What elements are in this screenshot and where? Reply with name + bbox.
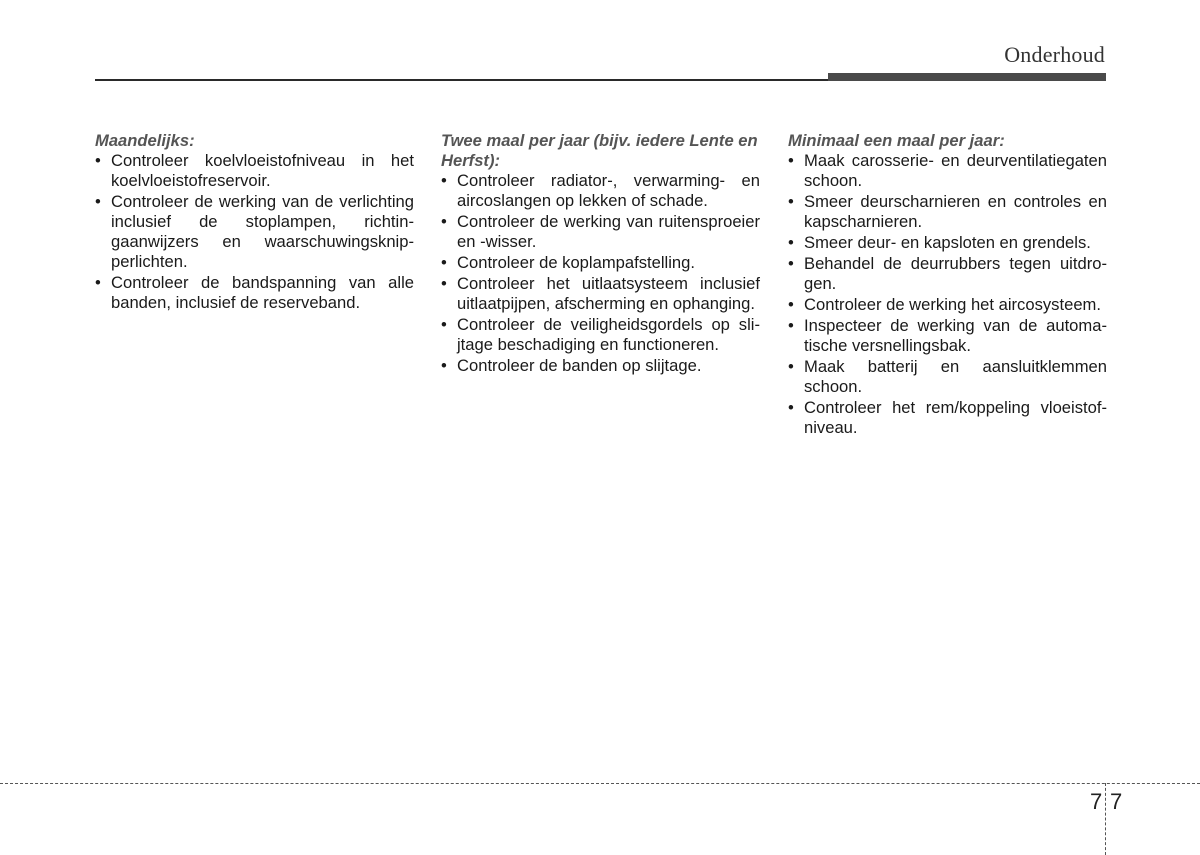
checklist: [441, 171, 760, 376]
checklist-item: • Smeer deurscharnieren en controles en kapscharnieren.: [788, 192, 1107, 232]
column-heading: Maandelijks:: [95, 131, 195, 150]
column-twice-yearly: [441, 131, 760, 377]
checklist-item: • Controleer koelvloeistofniveau in het koelvloeistofreservoir.: [95, 151, 414, 191]
checklist-item: • Controleer het rem/koppeling vloeistofniveau.: [788, 398, 1107, 438]
section-title: Onderhoud: [1004, 42, 1105, 67]
footer-page-divider: [1105, 783, 1106, 855]
header-rule-accent: [828, 73, 1106, 81]
checklist-item: • Controleer de werking het aircosysteem.: [788, 295, 1107, 315]
checklist-item: • Controleer de werking van de verlichting inclusief de stoplampen, richtingaanwijzers en waarschuwingsknipperlichten.: [95, 192, 414, 272]
checklist-item: • Controleer het uitlaatsysteem inclusief uitlaatpijpen, afscherming en ophanging.: [441, 274, 760, 314]
page-number: 7: [1110, 789, 1123, 814]
footer-cut-line: [0, 783, 1200, 784]
checklist-item: • Controleer de bandspanning van alle banden, inclusief de reserveband.: [95, 273, 414, 313]
checklist-item: • Controleer de werking van ruitensproeier en -wisser.: [441, 212, 760, 252]
chapter-number: 7: [1090, 789, 1103, 814]
column-heading: Twee maal per jaar (bijv. iedere Lente en Herfst):: [441, 131, 758, 170]
checklist-item: • Maak batterij en aansluitklemmen schoon.: [788, 357, 1107, 397]
column-heading: Minimaal een maal per jaar:: [788, 131, 1005, 150]
checklist-item: • Smeer deur- en kapsloten en grendels.: [788, 233, 1107, 253]
header-rule: [95, 79, 830, 81]
checklist-item: • Controleer radiator-, verwarming- en aircoslangen op lekken of schade.: [441, 171, 760, 211]
checklist-item: • Controleer de veiligheidsgordels op slijtage beschadiging en functioneren.: [441, 315, 760, 355]
checklist-item: • Inspecteer de werking van de automatische versnellingsbak.: [788, 316, 1107, 356]
checklist-item: • Behandel de deurrubbers tegen uitdrogen.: [788, 254, 1107, 294]
checklist: [788, 151, 1107, 438]
checklist: [95, 151, 414, 313]
column-yearly: [788, 131, 1107, 439]
checklist-item: • Controleer de koplampafstelling.: [441, 253, 760, 273]
column-monthly: [95, 131, 414, 314]
checklist-item: • Controleer de banden op slijtage.: [441, 356, 760, 376]
checklist-item: • Maak carosserie- en deurventilatiegaten schoon.: [788, 151, 1107, 191]
